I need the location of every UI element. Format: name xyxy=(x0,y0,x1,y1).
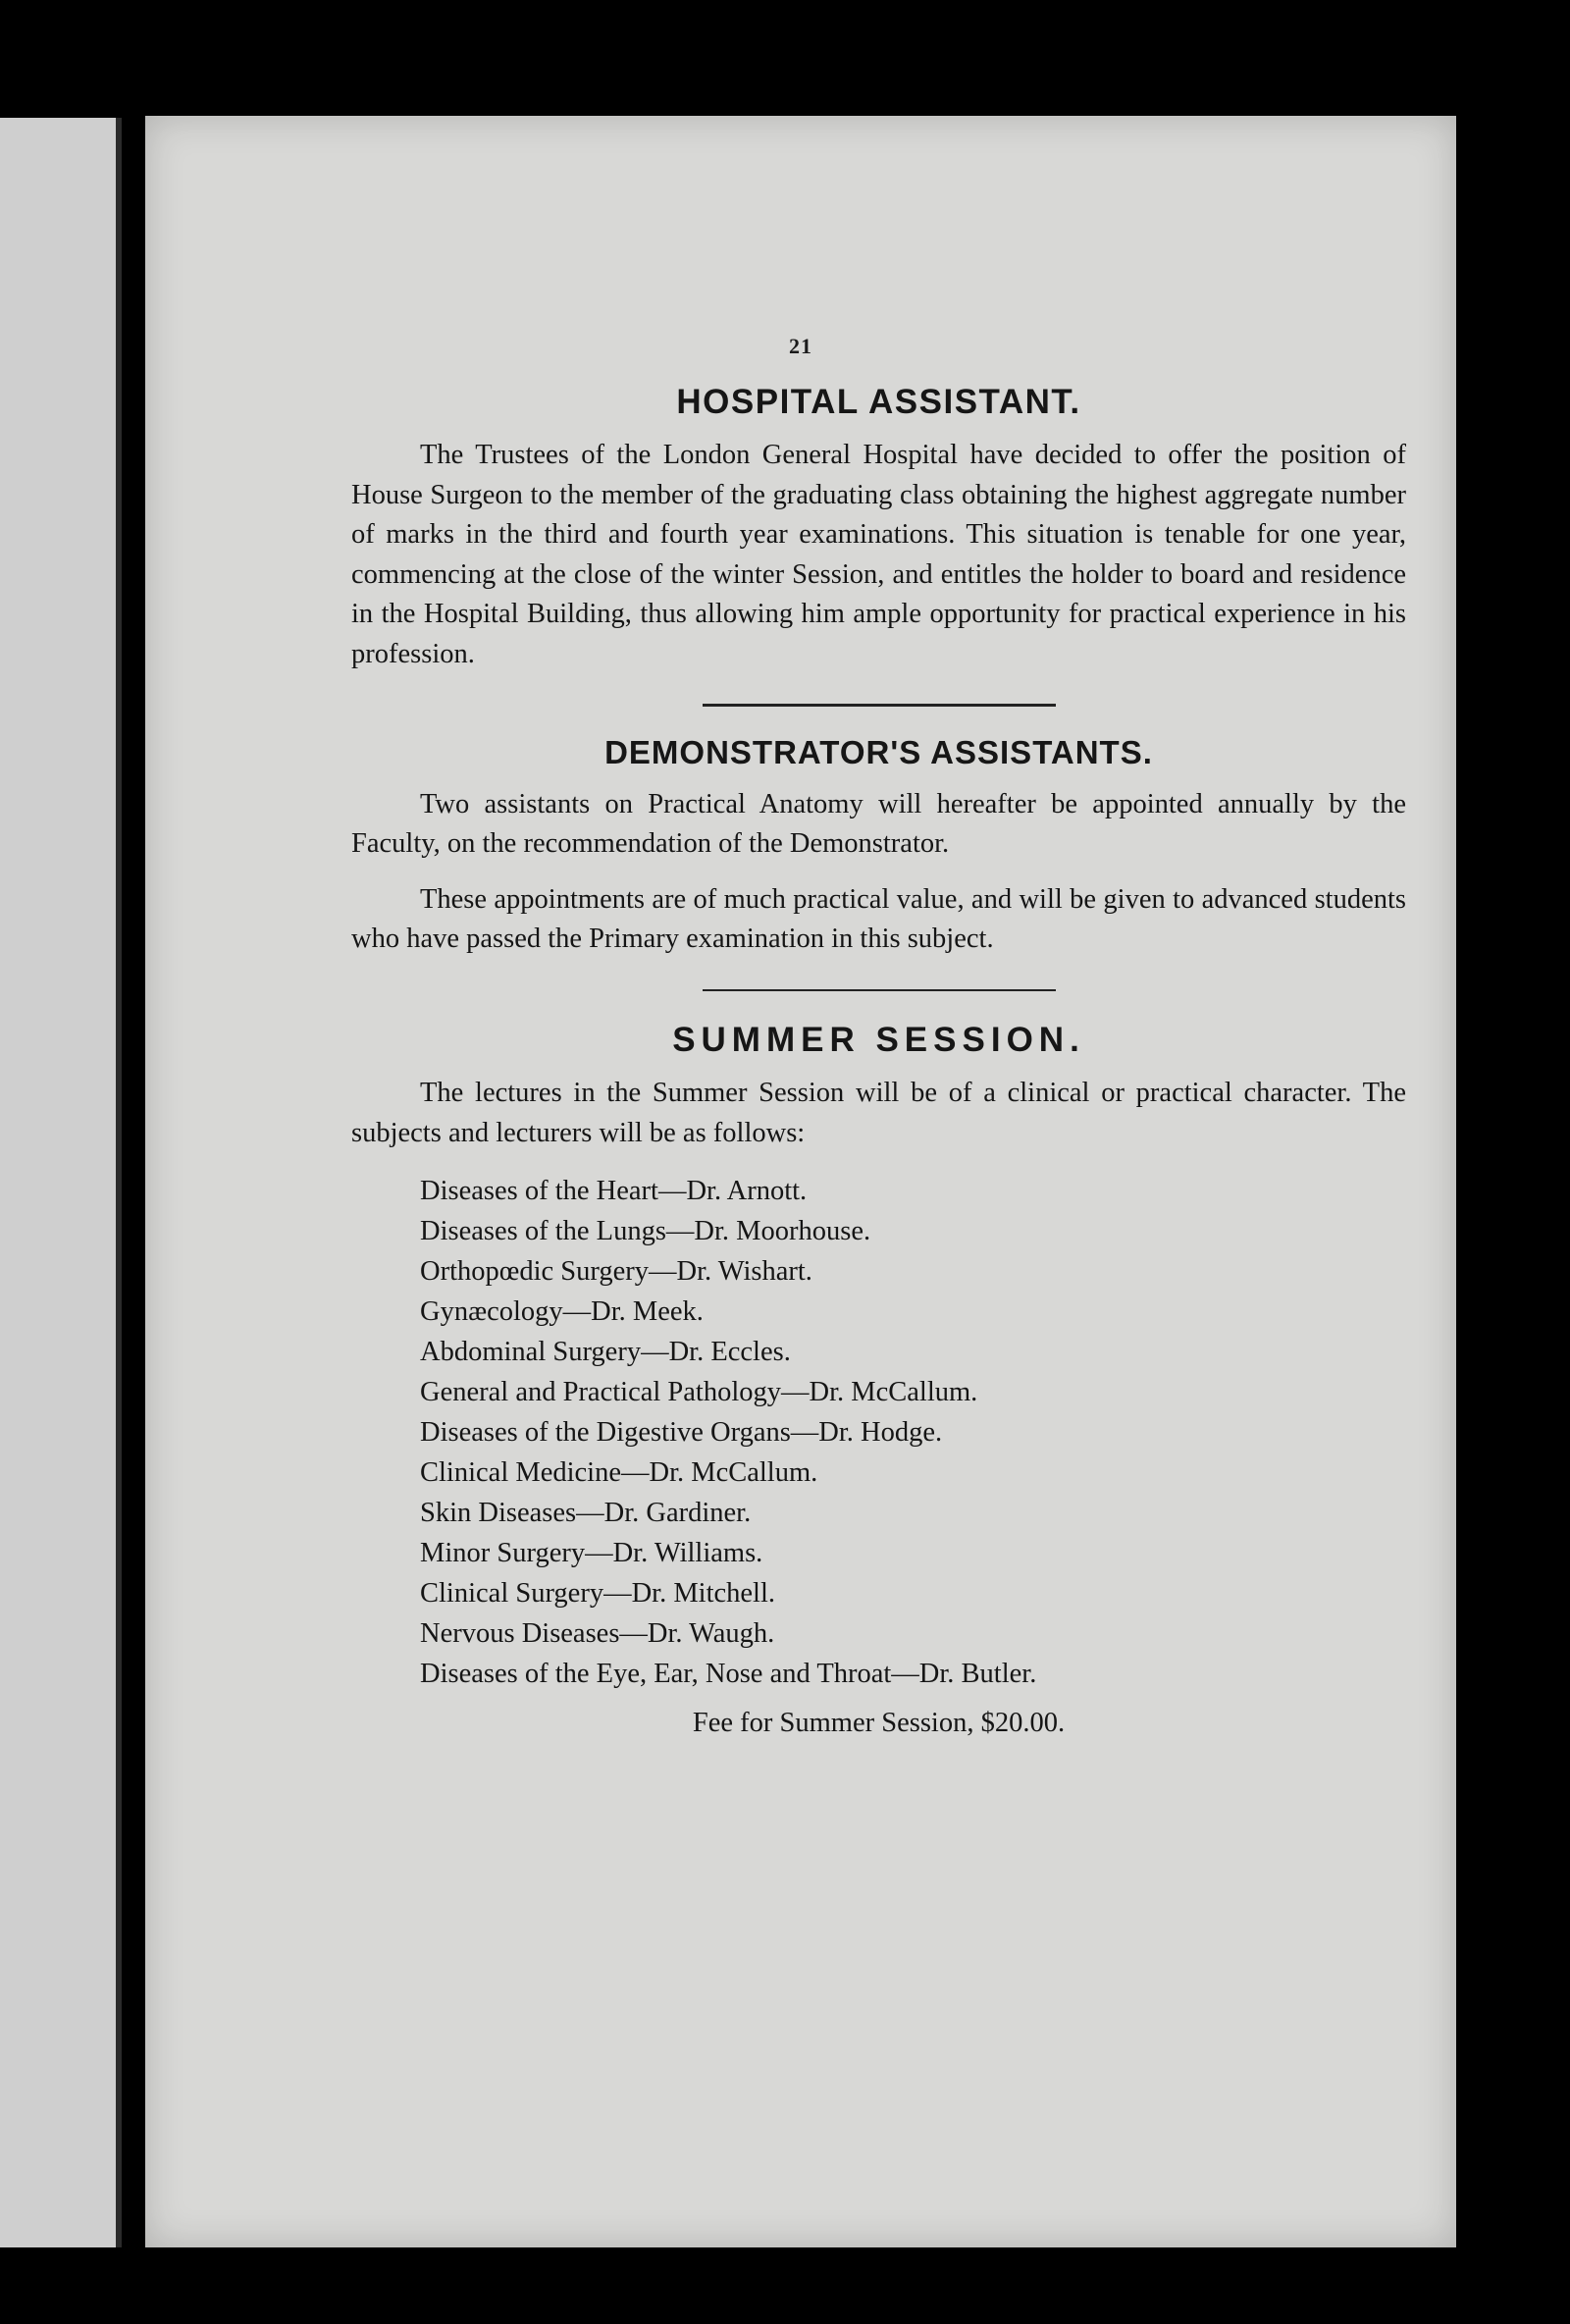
demonstrator-paragraph-1: Two assistants on Practical Anatomy will hereafter be appointed annually by the Faculty, on the recommendation of the Demonstrator. xyxy=(351,788,1406,859)
lecture-item: Diseases of the Eye, Ear, Nose and Throat—Dr. Butler. xyxy=(420,1659,1037,1689)
page-number: 21 xyxy=(789,334,812,358)
summer-session-fee: Fee for Summer Session, $20.00. xyxy=(692,1708,1066,1738)
summer-session-heading: SUMMER SESSION. xyxy=(672,1021,1085,1059)
book-gutter xyxy=(116,118,122,2247)
lecture-item: Gynæcology—Dr. Meek. xyxy=(420,1296,704,1327)
lecture-list xyxy=(351,1171,1406,1694)
hospital-assistant-paragraph: The Trustees of the London General Hospital have decided to offer the position of House Surgeon to the member of the graduating class obtaining the highest aggregate number of marks in the third and fourth year examinations. This situation is tenable for one year, commencing at the close of the winter Session, and entitles the holder to board and residence in the Hospital Building, thus allowing him ample opportunity for practical experience in his profession. xyxy=(351,440,1406,669)
demonstrator-assistants-section xyxy=(351,734,1406,960)
lecture-item: Orthopœdic Surgery—Dr. Wishart. xyxy=(420,1256,812,1287)
lecture-item: Diseases of the Digestive Organs—Dr. Hodge. xyxy=(420,1417,943,1448)
lecture-item: Clinical Medicine—Dr. McCallum. xyxy=(420,1457,818,1488)
lecture-item: Abdominal Surgery—Dr. Eccles. xyxy=(420,1337,791,1367)
lecture-item: Diseases of the Heart—Dr. Arnott. xyxy=(420,1176,808,1206)
facing-page-edge xyxy=(0,118,122,2247)
hospital-assistant-section xyxy=(351,383,1406,674)
lecture-item: General and Practical Pathology—Dr. McCallum. xyxy=(420,1377,978,1407)
page-content xyxy=(351,381,1406,1743)
lecture-item: Minor Surgery—Dr. Williams. xyxy=(420,1538,763,1568)
document-page xyxy=(145,116,1456,2247)
summer-session-section xyxy=(351,1021,1406,1743)
section-divider xyxy=(703,989,1056,992)
demonstrator-assistants-heading: DEMONSTRATOR'S ASSISTANTS. xyxy=(604,733,1153,770)
hospital-assistant-heading: HOSPITAL ASSISTANT. xyxy=(676,383,1081,421)
lecture-item: Nervous Diseases—Dr. Waugh. xyxy=(420,1618,775,1649)
demonstrator-paragraph-2: These appointments are of much practical value, and will be given to advanced students who have passed the Primary examination in this subject. xyxy=(351,883,1406,954)
lecture-item: Skin Diseases—Dr. Gardiner. xyxy=(420,1498,752,1528)
lecture-item: Clinical Surgery—Dr. Mitchell. xyxy=(420,1578,776,1609)
lecture-item: Diseases of the Lungs—Dr. Moorhouse. xyxy=(420,1216,871,1246)
summer-session-intro: The lectures in the Summer Session will be of a clinical or practical character. The subjects and lecturers will be as follows: xyxy=(351,1078,1406,1148)
section-divider xyxy=(703,704,1056,707)
